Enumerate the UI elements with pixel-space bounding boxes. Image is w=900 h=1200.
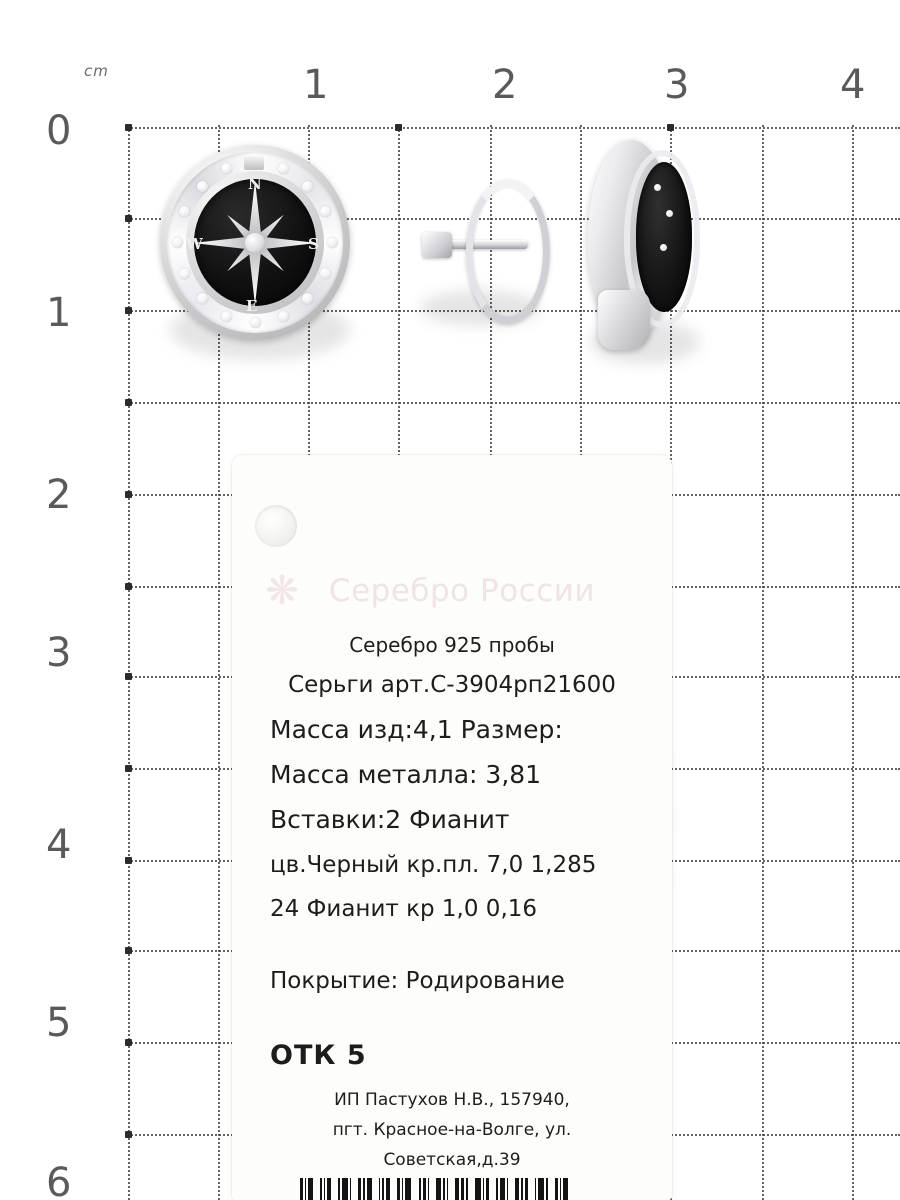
tag-address-line-3: Советская,д.39 bbox=[383, 1150, 521, 1170]
ruler-x-tick-2: 2 bbox=[492, 62, 518, 108]
tag-line-silver-fineness: Серебро 925 пробы bbox=[349, 633, 555, 657]
ruler-y-tick-4: 4 bbox=[46, 822, 72, 868]
tag-address-line-1: ИП Пастухов Н.В., 157940, bbox=[334, 1090, 570, 1110]
tag-punch-hole bbox=[255, 505, 297, 547]
ruler-y-tick-2: 2 bbox=[46, 472, 72, 518]
tag-line-inserts: Вставки:2 Фианит bbox=[270, 805, 510, 834]
compass-letter-n: N bbox=[248, 175, 262, 193]
earring-post-clasp bbox=[422, 232, 452, 258]
ruler-x-tick-1: 1 bbox=[303, 62, 329, 108]
tag-line-metal-mass: Масса металла: 3,81 bbox=[270, 760, 542, 789]
compass-letter-w: W bbox=[186, 235, 203, 253]
earring-front-view bbox=[160, 145, 350, 340]
compass-letter-s: S bbox=[308, 235, 319, 253]
watermark-text: Серебро России bbox=[328, 573, 596, 609]
earring-side-stone bbox=[654, 184, 661, 191]
ruler-y-tick-1: 1 bbox=[46, 290, 72, 336]
tag-line-item-mass: Масса изд:4,1 Размер: bbox=[270, 715, 563, 744]
compass-star-hub bbox=[245, 233, 265, 253]
ruler-y-tick-0: 0 bbox=[46, 108, 72, 154]
earring-hoop bbox=[466, 180, 550, 324]
earring-side-foot bbox=[598, 290, 650, 350]
tag-line-insert-cz: 24 Фианит кр 1,0 0,16 bbox=[270, 896, 538, 922]
earring-side-stone bbox=[666, 210, 673, 217]
ruler-y-tick-6: 6 bbox=[46, 1160, 72, 1200]
tag-line-otk: ОТК 5 bbox=[270, 1040, 367, 1071]
earring-post-assembly bbox=[408, 170, 548, 310]
ruler-x-tick-4: 4 bbox=[840, 62, 866, 108]
tag-line-article: Серьги арт.С-3904рп21600 bbox=[288, 672, 616, 698]
earring-side-view bbox=[580, 140, 700, 355]
ruler-x-tick-3: 3 bbox=[664, 62, 690, 108]
tag-barcode bbox=[300, 1178, 610, 1200]
ruler-y-tick-5: 5 bbox=[46, 1000, 72, 1046]
tag-line-coating: Покрытие: Родирование bbox=[270, 968, 565, 994]
ruler-unit-label: cm bbox=[84, 62, 109, 80]
earring-compass-dial bbox=[194, 179, 316, 306]
tag-address-line-2: пгт. Красное-на-Волге, ул. bbox=[332, 1120, 572, 1140]
watermark-star-icon: ❋ bbox=[265, 568, 299, 614]
compass-north-marker bbox=[244, 156, 264, 170]
earring-side-stone bbox=[660, 244, 667, 251]
tag-line-insert-black: цв.Черный кр.пл. 7,0 1,285 bbox=[270, 852, 597, 878]
ruler-y-tick-3: 3 bbox=[46, 630, 72, 676]
compass-letter-e: E bbox=[246, 297, 258, 315]
